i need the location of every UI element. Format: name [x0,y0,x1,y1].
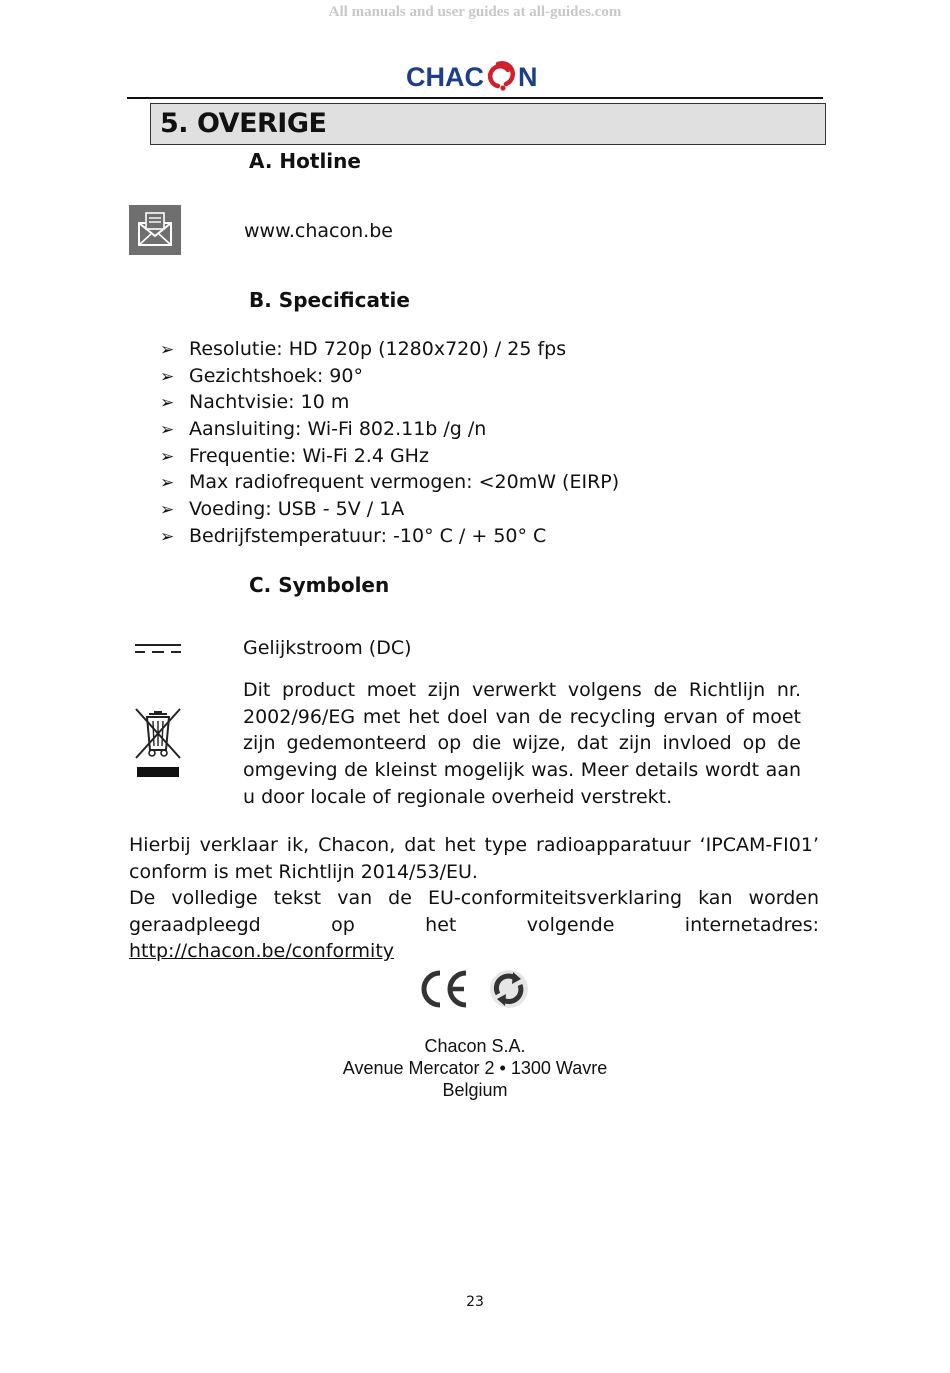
hotline-heading: A. Hotline [249,149,361,173]
certification-marks [418,964,534,1014]
bullet-arrow-icon: ➢ [160,473,175,494]
list-item: ➢ Bedrijfstemperatuur: -10° C / + 50° C [160,523,619,550]
watermark: All manuals and user guides at all-guides.com [328,4,622,20]
dc-description: Gelijkstroom (DC) [243,637,412,659]
bullet-arrow-icon: ➢ [160,393,175,414]
conformity-link[interactable]: http://chacon.be/conformity [129,940,395,963]
ce-mark-icon [424,973,466,1005]
bullet-arrow-icon: ➢ [160,526,175,547]
company-address [0,1035,950,1101]
recycle-icon [490,970,528,1008]
mail-icon [129,205,181,255]
spec-list [160,336,619,550]
bullet-arrow-icon: ➢ [160,340,175,360]
list-item: ➢ Aansluiting: Wi-Fi 802.11b /g /n [160,416,619,443]
bullet-arrow-icon: ➢ [160,446,175,467]
conformity-paragraph: De volledige tekst van de EU-conformiteitsverklaring kan worden geraadpleegd op het volgende internetadres: http://chacon.be/conformity [129,887,819,963]
list-item: ➢ Gezichtshoek: 90° [160,363,619,390]
spec-heading: B. Specificatie [249,288,410,312]
company-name: Chacon S.A. [424,1036,526,1056]
chacon-logo [404,58,546,94]
list-item: ➢ Voeding: USB - 5V / 1A [160,496,619,523]
header-rule [127,97,823,99]
hotline-url[interactable]: www.chacon.be [244,220,393,242]
list-item: ➢ Resolutie: HD 720p (1280x720) / 25 fps [160,336,619,363]
list-item: ➢ Nachtvisie: 10 m [160,389,619,416]
weee-bin-icon [133,706,183,780]
logo-text-right: N [518,62,538,92]
declaration-paragraph: Hierbij verklaar ik, Chacon, dat het type radioapparatuur ‘IPCAM-FI01’ conform is met Richtlijn 2014/53/EU. [129,834,819,883]
weee-description: Dit product moet zijn verwerkt volgens de Richtlijn nr. 2002/96/EG met het doel van de recycling ervan of moet zijn gedemonteerd op die wijze, dat zijn invloed op de omgeving de kleinst mogelijk was. Meer details wordt aan u door locale of regionale overheid verstrekt. [243,679,801,808]
bullet-arrow-icon: ➢ [160,366,175,387]
page-number: 23 [466,1294,484,1310]
bullet-arrow-icon: ➢ [160,500,175,521]
dc-symbol-icon [134,643,182,655]
street-address: Avenue Mercator 2 • 1300 Wavre [342,1058,608,1078]
bullet-arrow-icon: ➢ [160,420,175,441]
logo-text-left: CHAC [406,62,484,92]
list-item: ➢ Frequentie: Wi-Fi 2.4 GHz [160,443,619,470]
list-item: ➢ Max radiofrequent vermogen: <20mW (EIRP) [160,469,619,496]
section-title: 5. OVERIGE [160,108,327,139]
country: Belgium [442,1080,508,1100]
symbols-heading: C. Symbolen [249,573,390,597]
